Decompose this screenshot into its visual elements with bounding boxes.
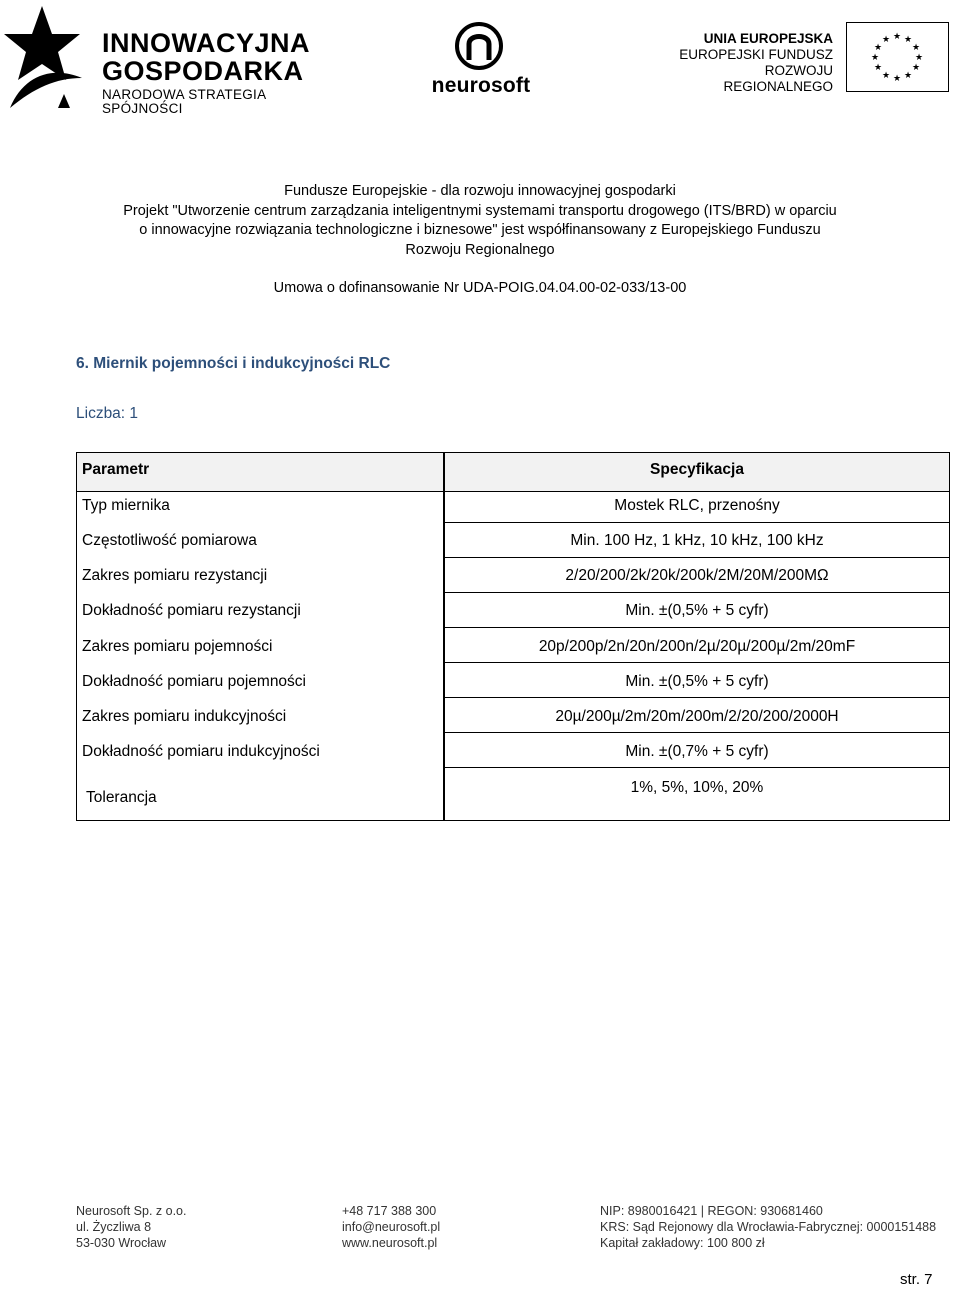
row-spec: Min. ±(0,5% + 5 cyfr) (625, 602, 769, 619)
row-spec: Min. 100 Hz, 1 kHz, 10 kHz, 100 kHz (570, 532, 824, 549)
footer-phone: +48 717 388 300 (342, 1204, 437, 1218)
footer-capital: Kapitał zakładowy: 100 800 zł (600, 1236, 765, 1250)
row-param: Dokładność pomiaru pojemności (82, 673, 307, 690)
row-param: Tolerancja (86, 789, 157, 806)
project-description (60, 182, 900, 260)
footer-contact (342, 1203, 440, 1251)
svg-text:★: ★ (892, 74, 902, 84)
logo-line-3: NARODOWA STRATEGIA SPÓJNOŚCI (102, 87, 266, 116)
project-line-1: Fundusze Europejskie - dla rozwoju innowacyjnej gospodarki (284, 183, 676, 199)
row-param: Zakres pomiaru pojemności (82, 638, 273, 655)
footer-website: www.neurosoft.pl (342, 1236, 438, 1250)
page-number: str. 7 (900, 1271, 933, 1288)
eu-line-1: UNIA EUROPEJSKA (703, 31, 833, 46)
row-spec: Mostek RLC, przenośny (614, 497, 780, 514)
neurosoft-symbol-icon (454, 20, 504, 72)
svg-text:★: ★ (881, 35, 891, 45)
footer-registry (600, 1203, 936, 1251)
footer-email: info@neurosoft.pl (342, 1220, 441, 1234)
section-title: 6. Miernik pojemności i indukcyjności RLC (76, 355, 391, 372)
row-spec: Min. ±(0,7% + 5 cyfr) (625, 743, 769, 760)
eu-line-2: EUROPEJSKI FUNDUSZ (679, 47, 833, 62)
footer-city: 53-030 Wrocław (76, 1236, 167, 1250)
neurosoft-wordmark: neurosoft (431, 74, 531, 97)
row-param: Typ miernika (82, 497, 170, 514)
row-param: Dokładność pomiaru rezystancji (82, 602, 301, 619)
row-param: Dokładność pomiaru indukcyjności (82, 743, 320, 760)
project-line-3: o innowacyjne rozwiązania technologiczne i biznesowe" jest współfinansowany z Europejskiego Funduszu (139, 222, 821, 238)
logo-line-1: INNOWACYJNA (102, 28, 311, 58)
eu-logo-text (655, 31, 833, 95)
logo-line-2: GOSPODARKA (102, 56, 304, 86)
item-count: Liczba: 1 (76, 405, 139, 422)
eu-line-3: ROZWOJU REGIONALNEGO (723, 63, 833, 94)
agreement-number: Umowa o dofinansowanie Nr UDA-POIG.04.04.00-02-033/13-00 (273, 280, 687, 296)
row-spec: 20p/200p/2n/20n/200n/2µ/20µ/200µ/2m/20mF (538, 638, 856, 655)
row-spec: Min. ±(0,5% + 5 cyfr) (625, 673, 769, 690)
footer-street: ul. Życzliwa 8 (76, 1220, 152, 1234)
eu-flag-icon (846, 22, 949, 92)
row-param: Zakres pomiaru rezystancji (82, 567, 268, 584)
svg-text:★: ★ (911, 43, 921, 53)
footer-company (76, 1203, 186, 1251)
svg-text:★: ★ (873, 43, 883, 53)
svg-text:★: ★ (903, 35, 913, 45)
project-line-2: Projekt "Utworzenie centrum zarządzania inteligentnymi systemami transportu drogowego (ITS/BRD) w oparciu (123, 202, 837, 219)
svg-text:★: ★ (903, 71, 913, 81)
innowacyjna-gospodarka-logo (0, 0, 345, 116)
svg-text:★: ★ (873, 63, 883, 73)
row-spec: 20µ/200µ/2m/20m/200m/2/20/200/2000H (555, 708, 839, 725)
footer-nip-regon: NIP: 8980016421 | REGON: 930681460 (600, 1204, 823, 1218)
footer-company-name: Neurosoft Sp. z o.o. (76, 1204, 187, 1218)
svg-text:★: ★ (870, 53, 880, 63)
svg-text:★: ★ (911, 63, 921, 73)
star-swirl-icon (4, 4, 84, 108)
table-header-param: Parametr (82, 461, 150, 478)
table-header-spec: Specyfikacja (650, 461, 744, 478)
footer-krs: KRS: Sąd Rejonowy dla Wrocławia-Fabrycznej: 0000151488 (600, 1220, 937, 1234)
row-param: Zakres pomiaru indukcyjności (82, 708, 287, 725)
row-param: Częstotliwość pomiarowa (82, 532, 257, 549)
row-spec: 2/20/200/2k/20k/200k/2M/20M/200MΩ (565, 567, 829, 584)
svg-text:★: ★ (881, 71, 891, 81)
row-spec: 1%, 5%, 10%, 20% (630, 779, 764, 796)
svg-text:★: ★ (892, 32, 902, 42)
svg-text:★: ★ (914, 53, 924, 63)
project-line-4: Rozwoju Regionalnego (405, 241, 555, 258)
